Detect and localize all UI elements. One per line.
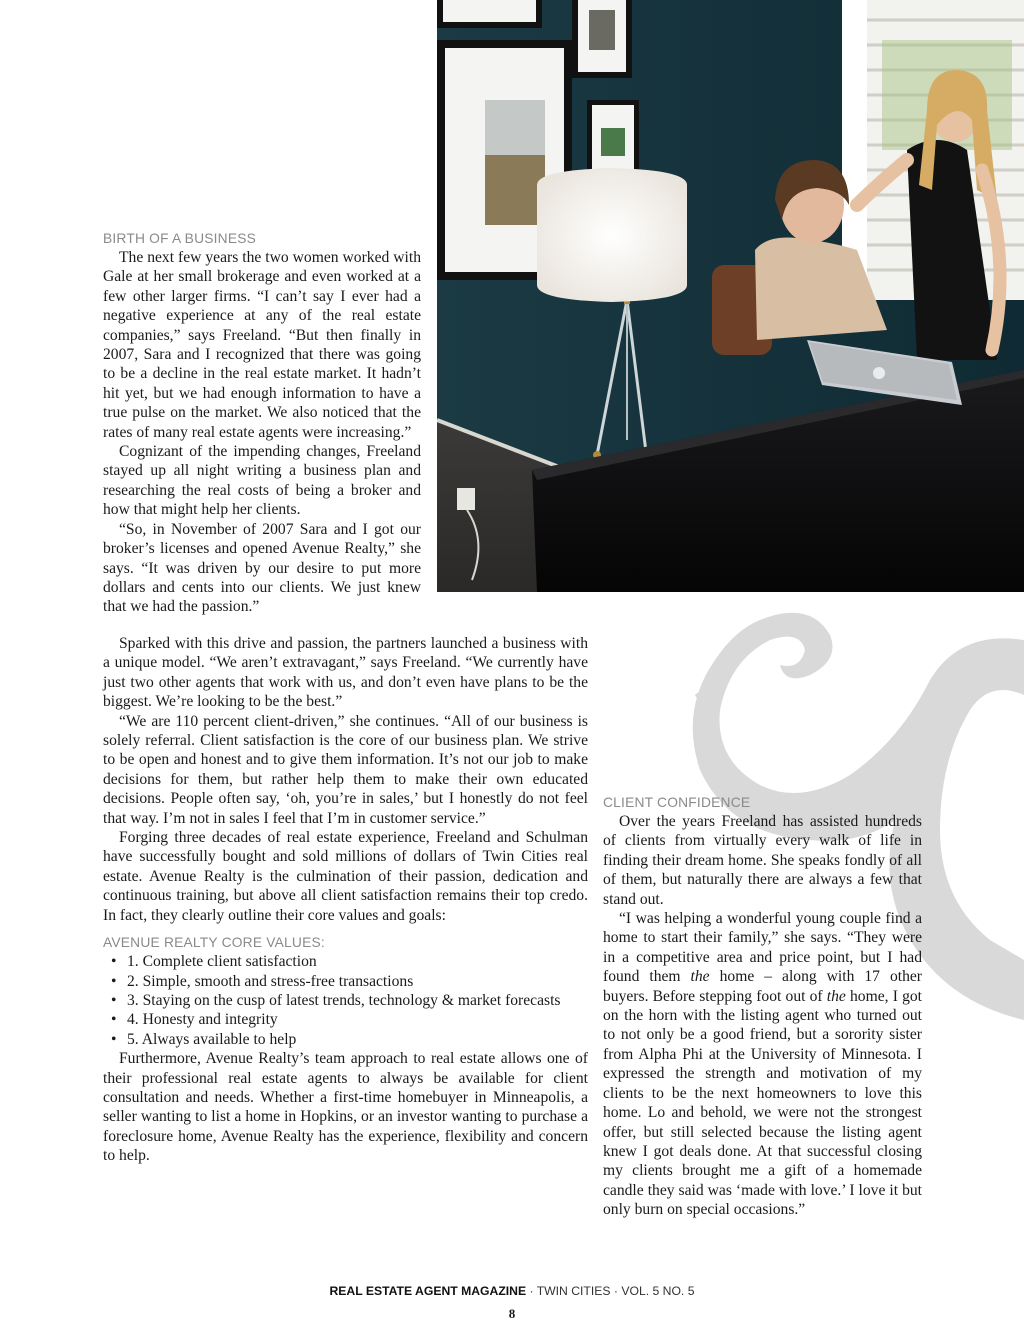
page-number: 8 [508, 1306, 516, 1321]
office-photo [437, 0, 1024, 592]
emphasis-the-1: the [690, 968, 710, 986]
section-heading-core-values: AVENUE REALTY CORE VALUES: [103, 935, 325, 951]
emphasis-the-2: the [826, 987, 846, 1005]
quote-text-b: home – along with 17 other buyers. Before stepping foot out of [603, 968, 922, 1005]
page-footer [0, 1284, 1024, 1298]
list-item: • 4. Honesty and integrity [125, 1010, 588, 1029]
quote-text-c: home, I got on the horn with the listing agent who turned out to not only be a good friend, but a sorority sister from Alpha Phi at the University of Minnesota. I expressed the strength and motivation of my clients to be the next homeowners to love this home. Lo and behold, we were not the strongest offer, but still selected because the listing agent knew I got deals done. At that successful closing my clients brought me a gift of a homemade candle they said was ‘made with love.’ I love it but only burn on special occasions.” [603, 987, 923, 1219]
birth-paragraph-3: “So, in November of 2007 Sara and I got our broker’s licenses and opened Avenue Realty,” she says. “It was driven by our desire to put more dollars and cents into our clients. We just knew that we had the passion.” [103, 520, 421, 616]
confidence-paragraph-1: Over the years Freeland has assisted hundreds of clients from virtually every walk of life in finding their dream home. She speaks fondly of all of them, but naturally there are always a few that stand out. [603, 813, 922, 908]
birth-paragraph-1: The next few years the two women worked with Gale at her small brokerage and even worked at a few other larger firms. “I can’t say I ever had a negative experience at any of the real estate companies,” says Freeland. “But then finally in 2007, Sara and I recognized that there was going to be a decline in the real estate market. It hadn’t hit yet, but we had enough information to have a true pulse on the market. We also noticed that the rates of many real estate agents were increasing.” [103, 249, 421, 441]
model-paragraph-3: Forging three decades of real estate experience, Freeland and Schulman have successfully bought and sold millions of dollars of Twin Cities real estate. Avenue Realty is the culmination of their passion, dedication and continuous training, but above all client satisfaction remains their top credo. In fact, they clearly outline their core values and goals: [103, 829, 588, 924]
birth-paragraph-2: Cognizant of the impending changes, Freeland stayed up all night writing a business plan and researching the real costs of being a broker and how that might help her clients. [103, 443, 421, 519]
birth-of-business-section [103, 229, 421, 617]
section-heading-confidence: CLIENT CONFIDENCE [603, 795, 751, 810]
quote-text-a: “I was helping a wonderful young couple find a home to start their family,” she says. “They were in a competitive area and price point, but I had found them [603, 910, 922, 986]
list-item: • 5. Always available to help [125, 1030, 588, 1049]
list-item: • 2. Simple, smooth and stress-free transactions [125, 972, 588, 991]
model-paragraph-1: Sparked with this drive and passion, the partners launched a business with a unique model. “We aren’t extravagant,” says Freeland. “We currently have just two other agents that work with us, and don’t even have plans to be the biggest. We’re looking to be the best.” [103, 635, 588, 711]
closing-paragraph: Furthermore, Avenue Realty’s team approach to real estate allows one of their professional real estate agents to always be available for client consultation and needs. Whether a first-time homebuyer in Minneapolis, a seller wanting to list a home in Hopkins, or an investor wanting to purchase a foreclosure home, Avenue Realty has the experience, flexibility and concern to help. [103, 1050, 588, 1165]
section-heading-birth: BIRTH OF A BUSINESS [103, 231, 257, 246]
client-confidence-section [603, 793, 922, 1220]
list-item: • 1. Complete client satisfaction [125, 952, 588, 971]
list-item: • 3. Staying on the cusp of latest trends, technology & market forecasts [125, 991, 588, 1010]
model-paragraph-2: “We are 110 percent client-driven,” she continues. “All of our business is solely referral. Client satisfaction is the core of our business plan. We strive to be open and honest and to give them information. It’s not our job to make decisions for them, but rather help them to make their own educated decisions. People often say, ‘oh, you’re in sales,’ but I honestly do not feel that way. I’m not in sales I feel that I’m in customer service.” [103, 712, 588, 827]
issue-info: · TWIN CITIES · VOL. 5 NO. 5 [526, 1284, 695, 1298]
business-model-section [103, 634, 588, 1166]
magazine-name: REAL ESTATE AGENT MAGAZINE [329, 1284, 527, 1298]
confidence-paragraph-2 [603, 909, 922, 1220]
core-values-list [103, 952, 588, 1049]
